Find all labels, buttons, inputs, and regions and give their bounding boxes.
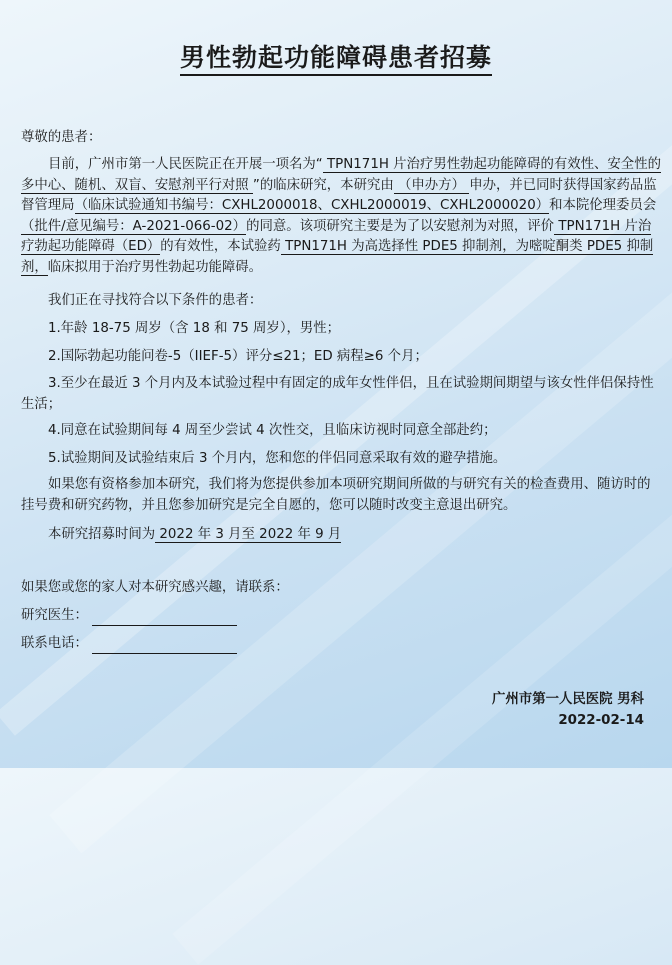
period-label: 本研究招募时间为 xyxy=(48,527,156,542)
intro-text: 的有效性，本试验药 xyxy=(160,239,281,254)
drug-evaluation: TPN171H 片治疗勃起功能障碍（ED） xyxy=(21,218,652,254)
intro-text: ”的临床研究，本研究由 xyxy=(252,177,394,193)
title-text: 男性勃起功能障碍患者招募 xyxy=(180,43,492,76)
doctor-blank-line xyxy=(92,611,237,626)
intro-paragraph xyxy=(21,155,661,278)
intro-text: 申办，并已同时获得国家药品监督管理局 xyxy=(21,177,657,213)
recruitment-period xyxy=(21,525,661,546)
contact-heading: 如果您或您的家人对本研究感兴趣，请联系： xyxy=(21,580,289,595)
doctor-label: 研究医生： xyxy=(21,608,88,623)
criteria-item-iief: 2.国际勃起功能问卷-5（IIEF-5）评分≤21；ED 病程≥6 个月； xyxy=(48,348,428,364)
sponsor-name: （申办方） xyxy=(393,177,470,193)
page-title xyxy=(0,38,672,74)
intro-text: 的同意。该项研究主要是为了以安慰剂为对照，评价 xyxy=(246,218,555,234)
criteria-item-age: 1.年龄 18-75 周岁（含 18 和 75 周岁），男性； xyxy=(48,321,341,336)
greeting: 尊敬的患者： xyxy=(21,130,102,145)
criteria-item-attempts: 4.同意在试验期间每 4 周至少尝试 4 次性交，且临床访视时同意全部赴约； xyxy=(48,423,497,438)
criteria-heading: 我们正在寻找符合以下条件的患者： xyxy=(48,293,263,308)
approval-number: （临床试验通知书编号：CXHL2000018、CXHL2000019、CXHL2000020） xyxy=(74,198,550,213)
phone-blank-line xyxy=(92,639,237,654)
ethics-number: （批件/意见编号：A-2021-066-02） xyxy=(21,218,247,234)
criteria-item-partner: 3.至少在最近 3 个月内及本试验过程中有固定的成年女性伴侣，且在试验期间期望与该女性伴侣保持性生活； xyxy=(21,376,654,412)
hospital-signature: 广州市第一人民医院 男科 xyxy=(492,692,644,707)
intro-text: 和本院伦理委员会 xyxy=(549,198,657,213)
notice-date: 2022-02-14 xyxy=(558,713,644,728)
criteria-item-contraception: 5.试验期间及试验结束后 3 个月内，您和您的伴侣同意采取有效的避孕措施。 xyxy=(48,450,507,466)
study-name: TPN171H 片治疗男性勃起功能障碍的有效性、安全性的多中心、随机、双盲、安慰剂平行对照 xyxy=(21,157,661,193)
doctor-field xyxy=(21,606,237,626)
period-value: 2022 年 3 月至 2022 年 9 月 xyxy=(155,527,342,542)
intro-text: 目前，广州市第一人民医院正在开展一项名为“ xyxy=(48,157,323,172)
criteria-list xyxy=(21,319,661,476)
phone-field xyxy=(21,634,237,654)
drug-description: TPN171H 为高选择性 PDE5 抑制剂，为嘧啶酮类 PDE5 抑制剂， xyxy=(21,239,654,275)
participation-paragraph: 如果您有资格参加本研究，我们将为您提供参加本项研究期间所做的与研究有关的检查费用、随访时的挂号费和研究药物，并且您参加研究是完全自愿的，您可以随时改变主意退出研究。 xyxy=(21,477,651,513)
intro-text: 临床拟用于治疗男性勃起功能障碍。 xyxy=(47,259,263,275)
phone-label: 联系电话： xyxy=(21,636,88,651)
